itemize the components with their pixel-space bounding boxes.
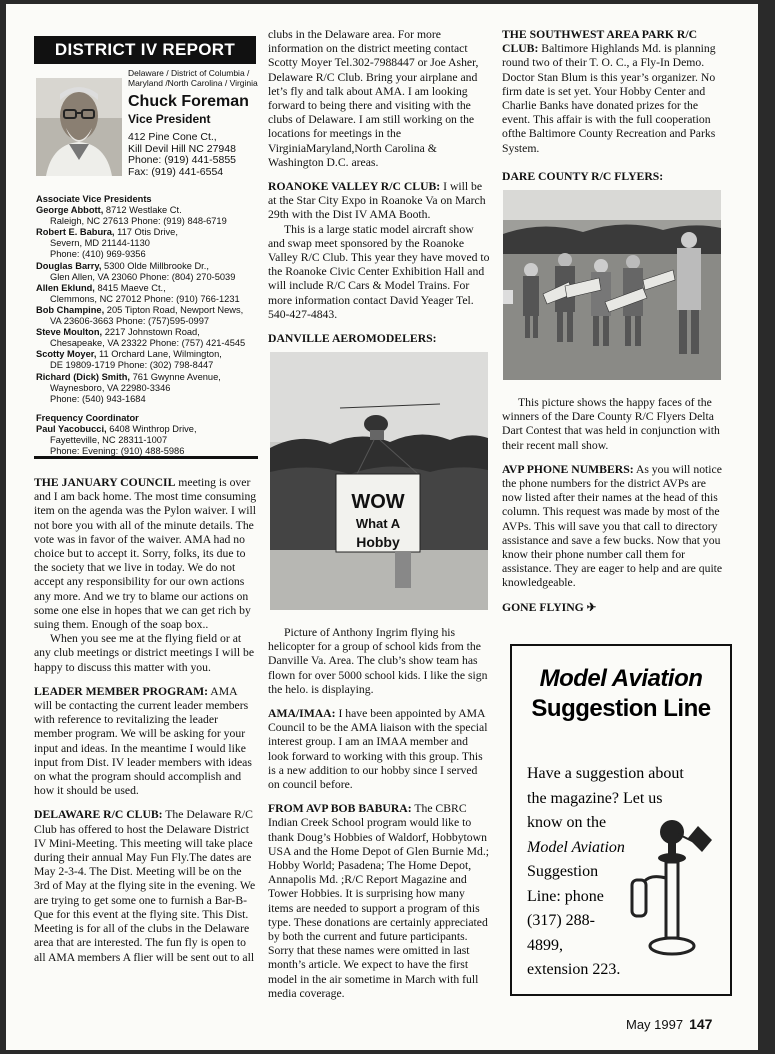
avp-name: Steve Moulton,	[36, 327, 103, 338]
paragraph-avp-phones: AVP PHONE NUMBERS: As you will notice the phone numbers for the district AVPs are now listed after their names at the head of this column. This request was made by most of the AVPs. This will save you that call to directory assistance and save a few bucks. Now that you know their phone number call them for assistance. They are eager to help and are quite knowledgeable.	[502, 462, 723, 590]
heading-danville: DANVILLE AEROMODELERS:	[268, 332, 437, 346]
heading-dare: DARE COUNTY R/C FLYERS:	[502, 169, 664, 183]
region-list: Delaware / District of Columbia / Maryland /North Carolina / Virginia	[128, 68, 258, 88]
avp-name: Bob Champine,	[36, 304, 105, 315]
paragraph-january: THE JANUARY COUNCIL meeting is over and I am back home. The most time consuming item on the agenda was the Pylon waiver. I will not bore you with all of the minute details. The vote was in favor of the waiver. AMA had no choice but to accept it. Sorry, folks, its due to the society that we live in today. We do not accept any responsibility for our own actions any more. And we try to blame our actions on some one else in hopes that we can get rich by suing them. Enough of the soap box..	[34, 476, 257, 632]
vp-contact	[128, 132, 258, 178]
avp-name: Scotty Moyer,	[36, 349, 97, 360]
page-footer	[626, 1016, 712, 1032]
sign-line-2: What A	[355, 516, 401, 531]
paragraph-imaa: AMA/IMAA: I have been appointed by AMA Council to be the AMA liaison with the special interest group. I am an IMAA member and look forward to working with this group. This is a new addition to our hobby since I served on council before.	[268, 707, 488, 792]
column-1-text: THE JANUARY COUNCIL meeting is over and I am back home. The most time consuming item on the agenda was the Pylon waiver. I will not bore you with all of the minute details. The vote was in favor of the waiver. AMA had no choice but to accept it. Sorry, folks, its due to the society that we live in today. We do not accept any responsibility for our own actions any more. And we try to blame our actions on some one else in hopes that we can get rich by suing them. Enough of the soap box.. When you see me at the flying field or at any club meetings or district meetings I will be happy to discuss this matter with you. LEADER MEMBER PROGRAM: AMA will be contacting the current leader members with reference to revitalizing the leader member program. We will be asking for your input and ideas. In the meantime I would like input from Dist. IV leader members with ideas on what the program should accomplish and how it should be used. DELAWARE R/C CLUB: The Delaware R/C Club has offered to host the Delaware District IV Mini-Meeting. This meeting will take place during their annual May Fun Fly.The dates are May 2-3-4. The Dist. Meeting will be on the 3rd of May at the flying site in the evening. We are trying to get some one to furnish a Bar-B-Que for this event at the flying site. This Dist. Meeting is for all of the clubs in the Delaware area that are interested. The fun fly is open to all AMA members A flier will be sent out to all	[34, 476, 257, 964]
freq-name: Paul Yacobucci,	[36, 423, 107, 434]
avp-list: Associate Vice Presidents George Abbott, 8712 Westlake Ct. Raleigh, NC 27613 Phone: (919) 848-6719 Robert E. Babura, 117 Otis Drive, Severn, MD 21144-1130 Phone: (410) 969-9356 Douglas Barry, 5300 Olde Millbrooke Dr., Glen Allen, VA 23060 Phone: (804) 270-5039 Allen Eklund, 8415 Maeve Ct., Clemmons, NC 27012 Phone: (910) 766-1231 Bob Champine, 205 Tipton Road, Newport News, VA 23606-3663 Phone: (757)595-0997 Steve Moulton, 2217 Johnstown Road, Chesapeake, VA 23322 Phone: (757) 421-4545 Scotty Moyer, 11 Orchard Lane, Wilmington, DE 19809-1719 Phone: (302) 798-8447 Richard (Dick) Smith, 761 Gwynne Avenue, Waynesboro, VA 22980-3346 Phone: (540) 943-1684 Frequency Coordinator Paul Yacobucci, 6408 Winthrop Drive, Fayetteville, NC 28311-1007 Phone: Evening: (910) 488-5986	[36, 194, 258, 457]
suggestion-title: Model Aviation Suggestion Line	[531, 665, 711, 722]
avp-heading: Associate Vice Presidents	[36, 194, 152, 204]
telephone-icon	[628, 818, 720, 973]
suggestion-body: Have a suggestion about the magazine? Let us know on the Model Aviation Suggestion Line: phone (317) 288- 4899, extension 223.	[527, 765, 684, 978]
paragraph-babura: FROM AVP BOB BABURA: The CBRC Indian Creek School program would like to thank Doug’s Hobbies of Waldorf, Hobbytown USA and the Home Depot of Glen Burnie Md.; Hobby World; Pasadena; The Home Depot, Annapolis Md. ;R/C Report Magazine and Tower Hobbies. It is surprising how many items are needed to support a program of this type. These donations are certainly appreciated by both the current and future participants. Sorry that these names were omitted in last month’s article. We expect to have the first model in the air sometime in March with full media coverage.	[268, 802, 490, 1000]
avp-name: George Abbott,	[36, 205, 104, 216]
avp-name: Richard (Dick) Smith,	[36, 371, 131, 382]
sign-line-1: WOW	[351, 491, 405, 513]
gone-flying: GONE FLYING ✈	[502, 600, 597, 614]
vp-fax: Fax: (919) 441-6554	[128, 165, 224, 178]
vp-portrait	[36, 78, 122, 176]
page-number: 147	[689, 1016, 713, 1032]
paragraph-southwest: THE SOUTHWEST AREA PARK R/C CLUB: Baltimore Highlands Md. is planning round two of their T. O. C., a Fly-In Demo. Doctor Stan Blum is this year’s organizer. No firm date is set yet. Your Hobby Center and Charlie Banks have donated prizes for the event. This affair is with the full cooperation ofthe Baltimore County Recreation and Parks System.	[502, 28, 716, 155]
column-3-bottom	[502, 396, 728, 615]
issue-date: May 1997	[626, 1017, 684, 1032]
column-2-bottom	[268, 626, 490, 1001]
vp-title: Vice President	[128, 112, 211, 126]
district-banner: DISTRICT IV REPORT	[34, 36, 256, 64]
avp-name: Douglas Barry,	[36, 260, 102, 271]
suggestion-line-box	[510, 644, 732, 996]
caption-danville: Picture of Anthony Ingrim flying his helicopter for a group of school kids from the Danville Va. Area. The club’s show team has flown for over 5000 school kids. I like the sign the helo. is displaying.	[268, 626, 488, 696]
vp-address-1: 412 Pine Cone Ct.,	[128, 131, 217, 143]
column-rule	[34, 456, 258, 459]
airplane-icon: ✈	[586, 600, 597, 614]
avp-name: Allen Eklund,	[36, 282, 95, 293]
dare-county-photo	[503, 190, 721, 380]
column-2-top: clubs in the Delaware area. For more information on the district meeting contact Scotty Moyer Tel.302-7988447 or Joe Asher, Delaware R/C Club. Bring your airplane and let’s fly and talk about AMA. I am looking forward to being there and visiting with the clubs of Delaware. I am still working on the locations for meetings in the VirginiaMaryland,North Carolina & Washington D.C. areas. ROANOKE VALLEY R/C CLUB: I will be at the Star City Expo in Roanoke Va on March 29th with the Dist IV AMA Booth. This is a large static model aircraft show and swap meet sponsored by the Roanoke Valley R/C Club. This year they have moved to the Roanoke Civic Center Exhibition Hall and will include R/C Cars & Model Trains. For more information contact David Yeager Tel. 540-427-4843. DANVILLE AEROMODELERS:	[268, 28, 490, 346]
paragraph-delaware: DELAWARE R/C CLUB: The Delaware R/C Club has offered to host the Delaware District IV Mini-Meeting. This meeting will take place during their annual May Fun Fly.The dates are May 2-3-4. The Dist. Meeting will be on the 3rd of May at the flying site in the evening. We are trying to get some one to furnish a Bar-B-Que for this event at the flying site. This Dist. Meeting is for all of the clubs in the Delaware area that are interested. The fun fly is open to all AMA members A flier will be sent out to all	[34, 808, 256, 964]
vp-address-2: Kill Devil Hill NC 27948	[128, 142, 236, 155]
vp-name: Chuck Foreman	[128, 93, 249, 110]
vp-phone: Phone: (919) 441-5855	[128, 154, 236, 166]
avp-name: Robert E. Babura,	[36, 227, 115, 238]
paragraph-leader: LEADER MEMBER PROGRAM: AMA will be contacting the current leader members with reference to revitalizing the leader member program. We will be asking for your input and ideas. In the meantime I would like input from Dist. IV leader members with ideas on what the program should accomplish and how it should be used.	[34, 684, 252, 798]
caption-dare: This picture shows the happy faces of the winners of the Dare County R/C Flyers Delta Dart Contest that was held in conjunction with their recent mall show.	[502, 396, 720, 452]
magazine-page	[6, 4, 758, 1050]
sign-line-3: Hobby	[356, 534, 400, 550]
freq-heading: Frequency Coordinator	[36, 412, 139, 423]
paragraph-roanoke: ROANOKE VALLEY R/C CLUB: I will be at the Star City Expo in Roanoke Va on March 29th with the Dist IV AMA Booth.	[268, 180, 486, 222]
column-3-top	[502, 28, 728, 184]
helicopter-photo	[270, 352, 488, 610]
